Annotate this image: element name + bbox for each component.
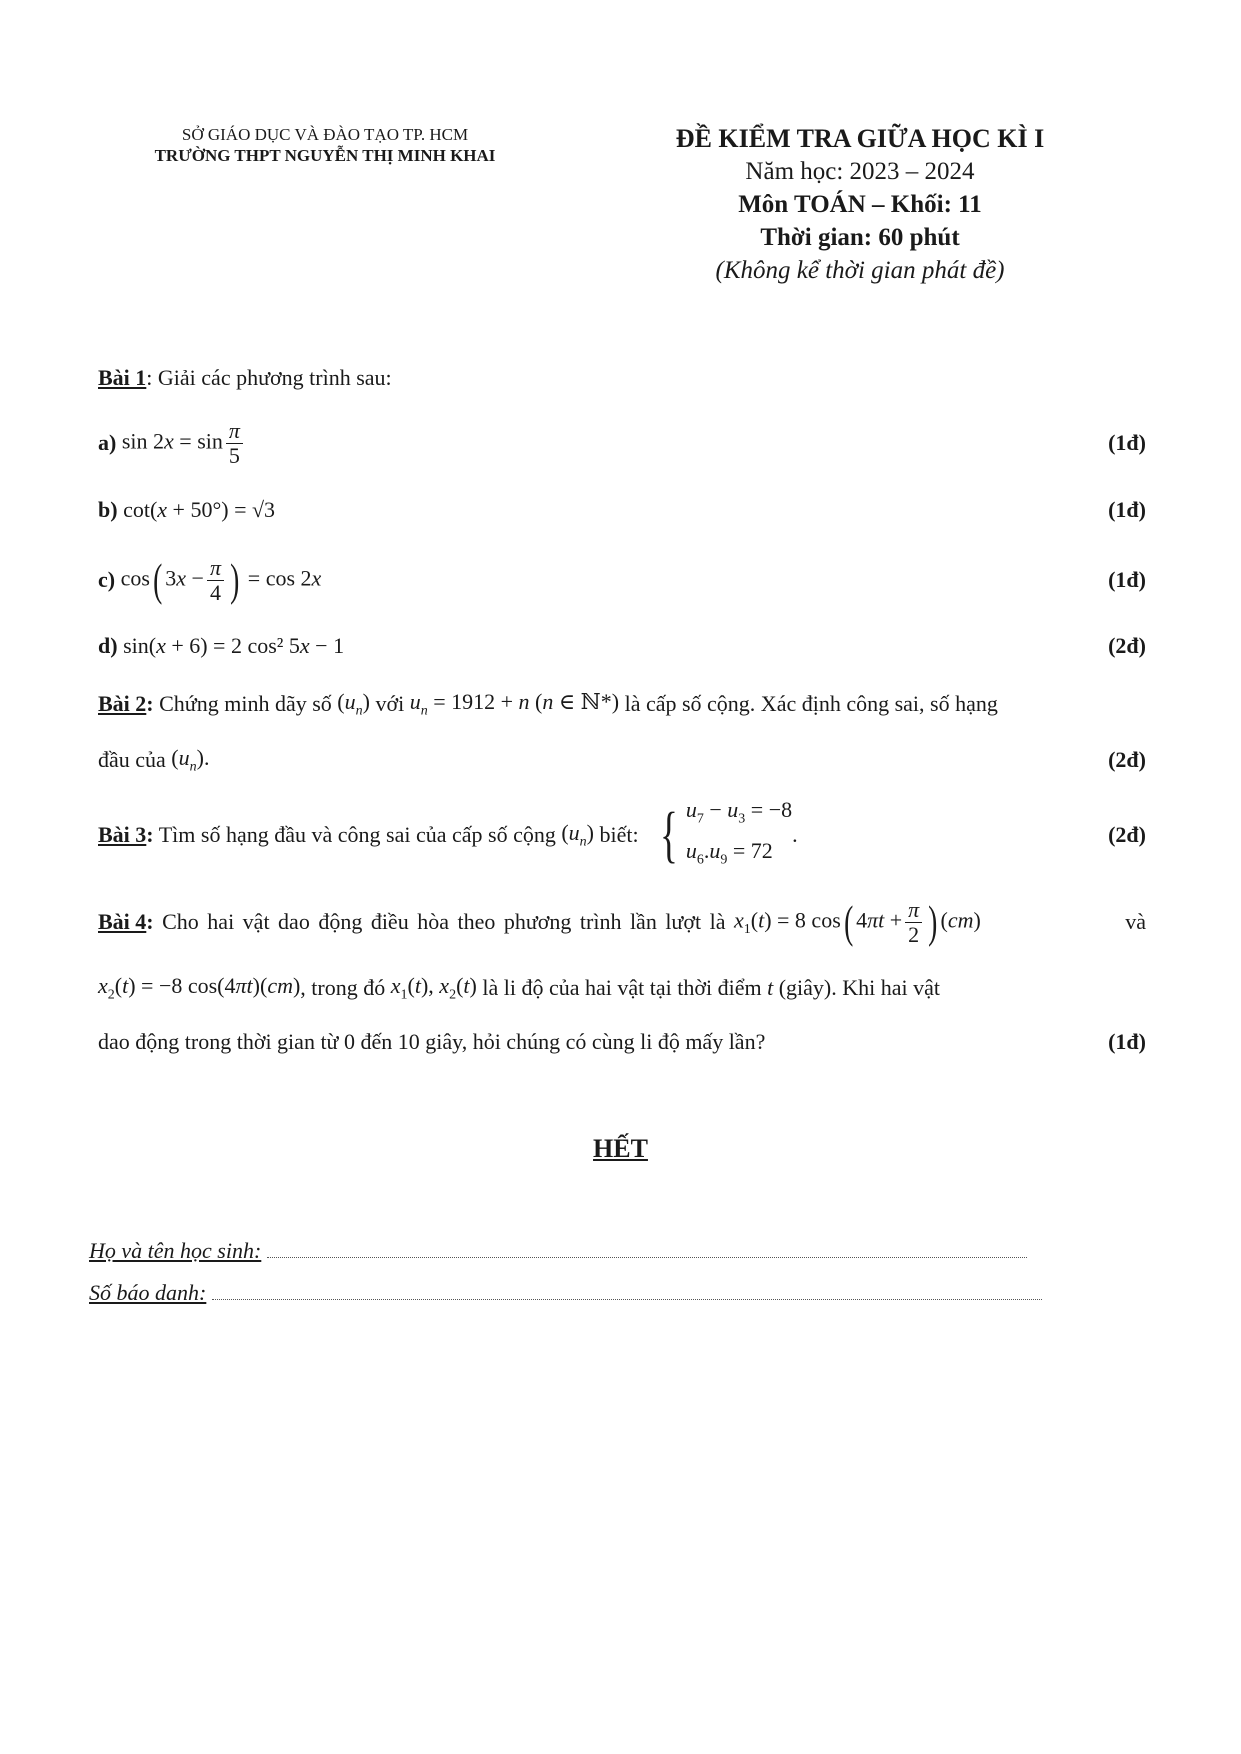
student-name-label: Họ và tên học sinh: bbox=[89, 1238, 262, 1263]
sequence-un: $(u_n)$ bbox=[337, 688, 370, 719]
bai4-text6: dao động trong thời gian từ 0 đến 10 giây, hỏi chúng có cùng li độ mấy lần? bbox=[98, 1029, 766, 1054]
bai2-text2: với bbox=[369, 691, 410, 716]
school-year: Năm học: 2023 – 2024 bbox=[745, 158, 975, 185]
sequence-un-2: $(u_n)$. bbox=[171, 744, 210, 775]
duration: Thời gian: 60 phút bbox=[760, 224, 960, 251]
item-c-points: (1đ) bbox=[1108, 567, 1146, 592]
equation-a: sin 2x = sin $\frac{\pi}{5}$ bbox=[122, 419, 246, 468]
bai4-text4: là li độ của hai vật tại thời điểm bbox=[476, 975, 768, 1000]
item-a-label: a) bbox=[98, 430, 117, 455]
bai1-intro bbox=[98, 358, 1146, 398]
bai4-label: Bài 4 bbox=[98, 909, 147, 934]
bai2-label: Bài 2 bbox=[98, 691, 147, 716]
item-d-label: d) bbox=[98, 633, 118, 658]
bai1-item-c bbox=[98, 552, 1146, 608]
student-id-dots bbox=[212, 1299, 1042, 1300]
bai3-text1: Tìm số hạng đầu và công sai của cấp số cộng bbox=[153, 822, 562, 847]
bai1-item-a bbox=[98, 418, 1146, 468]
bai2-text4: đầu của bbox=[98, 747, 172, 772]
item-c-label: c) bbox=[98, 567, 116, 592]
bai1-item-b bbox=[98, 490, 1146, 530]
subject-grade: Môn TOÁN – Khối: 11 bbox=[738, 191, 982, 218]
department-name: SỞ GIÁO DỤC VÀ ĐÀO TẠO TP. HCM bbox=[181, 125, 469, 144]
bai4-line2 bbox=[98, 968, 1146, 1008]
equation-x2: $x_2(t) = -8$ cos(4πt)(cm) bbox=[98, 972, 301, 1003]
bai4-points: (1đ) bbox=[1108, 1029, 1146, 1054]
bai3-points: (2đ) bbox=[1108, 822, 1146, 847]
duration-note: (Không kể thời gian phát đề) bbox=[715, 257, 1005, 284]
bai2-text1: Chứng minh dãy số bbox=[153, 691, 338, 716]
student-name-dots bbox=[267, 1257, 1027, 1258]
equation-x1: $x_1(t) = 8$ cos( 4πt + $\frac{\pi}{2}$ ) (cm) bbox=[733, 896, 981, 947]
bai2-line1: Bài 2 : Chứng minh dãy số $(u_n)$ với $u_n = 1912 + n$ (n ∈ ℕ*) là cấp số cộng. Xác định công sai, số hạng bbox=[98, 688, 998, 719]
bai4-text5: (giây). Khi hai vật bbox=[773, 975, 940, 1000]
sequence-un-3: $(u_n)$ bbox=[561, 819, 594, 850]
item-d-points: (2đ) bbox=[1108, 633, 1146, 658]
bai4-line3 bbox=[98, 1022, 1146, 1062]
x1-x2-notation: $x_1(t)$, $x_2(t)$ bbox=[390, 972, 477, 1003]
bai2-points: (2đ) bbox=[1108, 747, 1146, 772]
bai2-line2 bbox=[98, 740, 1146, 780]
bai4-line1: Bài 4 : Cho hai vật dao động điều hòa theo phương trình lần lượt là $x_1(t) = 8$ cos( 4πt + $\frac{\pi}{2}$ ) (cm) và bbox=[98, 896, 1146, 947]
item-b-points: (1đ) bbox=[1108, 497, 1146, 522]
bai1-intro-text: : Giải các phương trình sau: bbox=[146, 365, 392, 390]
equation-b: cot(x + 50°) = √3 bbox=[123, 497, 276, 522]
bai3-line: Bài 3 : Tìm số hạng đầu và công sai của cấp số cộng $(u_n)$ biết: { $u_7 - u_3 = -8$ $u_6.u_9 = 72$ . (2đ) bbox=[98, 800, 1146, 870]
variable-t: t bbox=[767, 975, 774, 1000]
bai2-text3: là cấp số cộng. Xác định công sai, số hạng bbox=[619, 691, 998, 716]
bai1-label: Bài 1 bbox=[98, 365, 147, 390]
header-left bbox=[110, 124, 540, 166]
bai3-text2: biết: bbox=[594, 822, 645, 847]
item-b-label: b) bbox=[98, 497, 118, 522]
student-name-line bbox=[89, 1238, 1027, 1264]
student-id-line bbox=[89, 1280, 1042, 1306]
student-id-label: Số báo danh: bbox=[89, 1280, 207, 1305]
equation-system: { $u_7 - u_3 = -8$ $u_6.u_9 = 72$ . bbox=[660, 796, 798, 869]
equation-d: sin(x + 6) = 2 cos² 5x − 1 bbox=[123, 633, 345, 658]
item-a-points: (1đ) bbox=[1108, 430, 1146, 455]
school-name: TRƯỜNG THPT NGUYỄN THỊ MINH KHAI bbox=[154, 146, 496, 165]
bai3-label: Bài 3 bbox=[98, 822, 147, 847]
bai4-text3: , trong đó bbox=[300, 975, 391, 1000]
bai1-item-d bbox=[98, 626, 1146, 666]
equation-c: cos( 3x − $\frac{\pi}{4}$ ) = cos 2x bbox=[120, 554, 322, 605]
bai4-text2: và bbox=[1125, 909, 1146, 934]
exam-title: ĐỀ KIỂM TRA GIỮA HỌC KÌ I bbox=[675, 124, 1045, 153]
sequence-formula: $u_n = 1912 + n$ (n ∈ ℕ*) bbox=[409, 688, 620, 719]
header-right bbox=[640, 122, 1080, 287]
bai4-text1: Cho hai vật dao động điều hòa theo phương trình lần lượt là bbox=[153, 909, 734, 934]
end-mark: HẾT bbox=[593, 1134, 648, 1163]
